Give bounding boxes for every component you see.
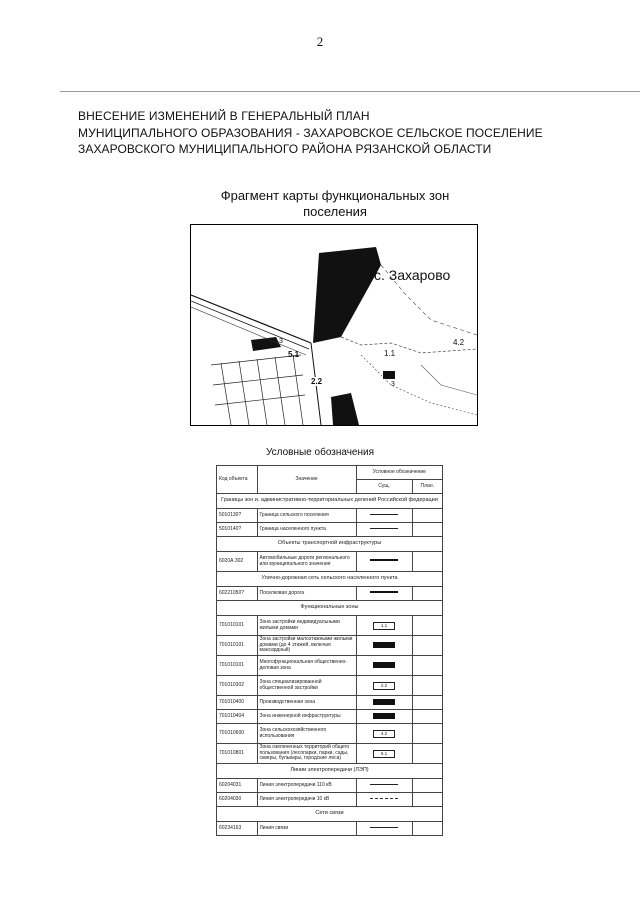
legend-row [217,523,443,537]
legend-section-row [217,764,443,779]
legend-symbol [356,793,412,807]
caption-line: поселения [303,204,367,219]
legend-code: 60234163 [217,822,258,836]
legend-row [217,616,443,636]
legend-code: 701010404 [217,710,258,724]
legend-section-title: Улично-дорожная сеть сельского населенного пункта [217,572,443,587]
legend-swatch [370,559,398,561]
legend-planned [412,636,442,656]
legend-row [217,636,443,656]
legend-row [217,656,443,676]
legend-name: Автомобильные дороги регионального или муниципального значения [257,552,356,572]
legend-symbol [356,587,412,601]
legend-swatch [370,798,398,799]
legend-row [217,779,443,793]
title-line: ЗАХАРОВСКОГО МУНИЦИПАЛЬНОГО РАЙОНА РЯЗАНСКОЙ ОБЛАСТИ [78,142,492,156]
header-name: Значение [257,466,356,494]
legend-name: Зона застройки индивидуальными жилыми домами [257,616,356,636]
legend-swatch [373,699,395,705]
legend-planned [412,509,442,523]
legend-section-row [217,494,443,509]
legend-symbol [356,656,412,676]
legend-name: Зона специализированной общественной застройки [257,676,356,696]
zone-area-black [331,393,359,425]
legend-swatch [373,642,395,648]
legend-swatch: 2.2 [373,682,395,690]
legend-row [217,744,443,764]
legend-code: 701010801 [217,744,258,764]
legend-header-row [217,466,443,480]
legend-symbol [356,552,412,572]
legend-row [217,724,443,744]
legend-section-title: Функциональные зоны [217,601,443,616]
legend-section-title: Границы зон и. административно-территориальных делений Российской федерации [217,494,443,509]
legend-symbol [356,724,412,744]
legend-planned [412,676,442,696]
legend-row [217,509,443,523]
zone-map-fragment [190,224,478,426]
legend-planned [412,724,442,744]
legend-planned [412,696,442,710]
legend-symbol [356,744,412,764]
map-caption [170,188,500,220]
legend-name: Зона сельскохозяйственного использования [257,724,356,744]
legend-symbol [356,710,412,724]
map-drawing [191,225,477,425]
legend-swatch [370,827,398,828]
legend-symbol [356,779,412,793]
header-divider [60,91,640,92]
legend-name: Зона инженерной инфраструктуры [257,710,356,724]
zone-area-black [313,247,381,343]
legend-code: 701010101 [217,616,258,636]
legend-code: 5010140? [217,523,258,537]
zone-boundary [421,365,477,395]
legend-planned [412,587,442,601]
legend-swatch [370,591,398,593]
legend-name: Зона застройки малоэтажными жилыми домами (до 4 этажей, включая мансардный) [257,636,356,656]
legend-swatch: 5.1 [373,750,395,758]
legend-planned [412,656,442,676]
document-title [78,108,598,158]
legend-symbol [356,676,412,696]
legend-section-row [217,601,443,616]
header-symbol: Условное обозначение [356,466,442,480]
legend-name: Производственная зона [257,696,356,710]
legend-caption: Условные обозначения [265,447,375,458]
zone-boundary [361,355,477,415]
legend-swatch [370,528,398,529]
legend-name: Линия электропередачи 10 кВ [257,793,356,807]
map-zone-label: 5.1 [288,350,300,359]
legend-planned [412,552,442,572]
legend-planned [412,710,442,724]
map-zone-label: 3 [391,381,395,388]
road-line [191,301,309,349]
legend-swatch [370,514,398,515]
map-zone-label: 1.1 [384,349,396,358]
legend-planned [412,822,442,836]
legend-section-title: Объекты транспортной инфраструктуры [217,537,443,552]
map-zone-label: 2.2 [311,377,323,386]
legend-section-row [217,572,443,587]
caption-line: Фрагмент карты функциональных зон [220,188,450,203]
legend-planned [412,523,442,537]
legend-name: Линия связи [257,822,356,836]
header-planned: План. [412,480,442,494]
legend-section-row [217,807,443,822]
legend-name: Зона озелененных территорий общего пользования (лесопарки, парки, сады, скверы, бульвары, городские леса) [257,744,356,764]
legend-swatch: 1.1 [373,622,395,630]
legend-swatch [373,662,395,668]
legend-section-title: Сети связи [217,807,443,822]
legend-row [217,822,443,836]
legend-swatch: 4.2 [373,730,395,738]
plot-grid [211,355,305,425]
legend-code: 701010400 [217,696,258,710]
title-line: ВНЕСЕНИЕ ИЗМЕНЕНИЙ В ГЕНЕРАЛЬНЫЙ ПЛАН [78,109,370,123]
legend-swatch [370,784,398,785]
legend-row [217,710,443,724]
legend-name: Многофункциональная общественно-деловая зона [257,656,356,676]
legend-code: 5010130? [217,509,258,523]
legend-row [217,793,443,807]
legend-symbol [356,616,412,636]
legend-symbol [356,696,412,710]
legend-code: 6020А 302 [217,552,258,572]
legend-swatch [373,713,395,719]
legend-symbol [356,636,412,656]
map-zone-label: 4.2 [453,338,465,347]
zone-area-black [383,371,395,379]
zone-area-black [251,337,281,351]
legend-section-row [217,537,443,552]
header-code: Код объекта [217,466,258,494]
legend-code: 701010101 [217,636,258,656]
legend-symbol [356,509,412,523]
page-number: 2 [316,34,324,49]
legend-symbol [356,822,412,836]
legend-code: 60221050? [217,587,258,601]
legend-name: Поселковая дорога [257,587,356,601]
map-place-label: с. Захарово [374,267,451,283]
road-line [191,295,311,343]
legend-planned [412,616,442,636]
header-existing: Сущ. [356,480,412,494]
road-line [191,307,306,355]
legend-name: Граница населенного пункта [257,523,356,537]
legend-code: 60204030 [217,793,258,807]
legend-section-title: Линии электропередачи (ЛЭП) [217,764,443,779]
legend-row [217,587,443,601]
legend-name: Линия электропередачи 110 кВ [257,779,356,793]
map-zone-label: 3 [279,338,283,345]
legend-row [217,696,443,710]
title-line: МУНИЦИПАЛЬНОГО ОБРАЗОВАНИЯ - ЗАХАРОВСКОЕ СЕЛЬСКОЕ ПОСЕЛЕНИЕ [78,125,543,140]
legend-row [217,676,443,696]
legend-code: 701010302 [217,676,258,696]
legend-row [217,552,443,572]
legend-table [216,465,443,836]
legend-code: 701010600 [217,724,258,744]
legend-code: 701010101 [217,656,258,676]
legend-name: Граница сельского поселения [257,509,356,523]
legend-planned [412,744,442,764]
legend-planned [412,779,442,793]
legend-code: 60204031 [217,779,258,793]
legend-symbol [356,523,412,537]
legend-planned [412,793,442,807]
